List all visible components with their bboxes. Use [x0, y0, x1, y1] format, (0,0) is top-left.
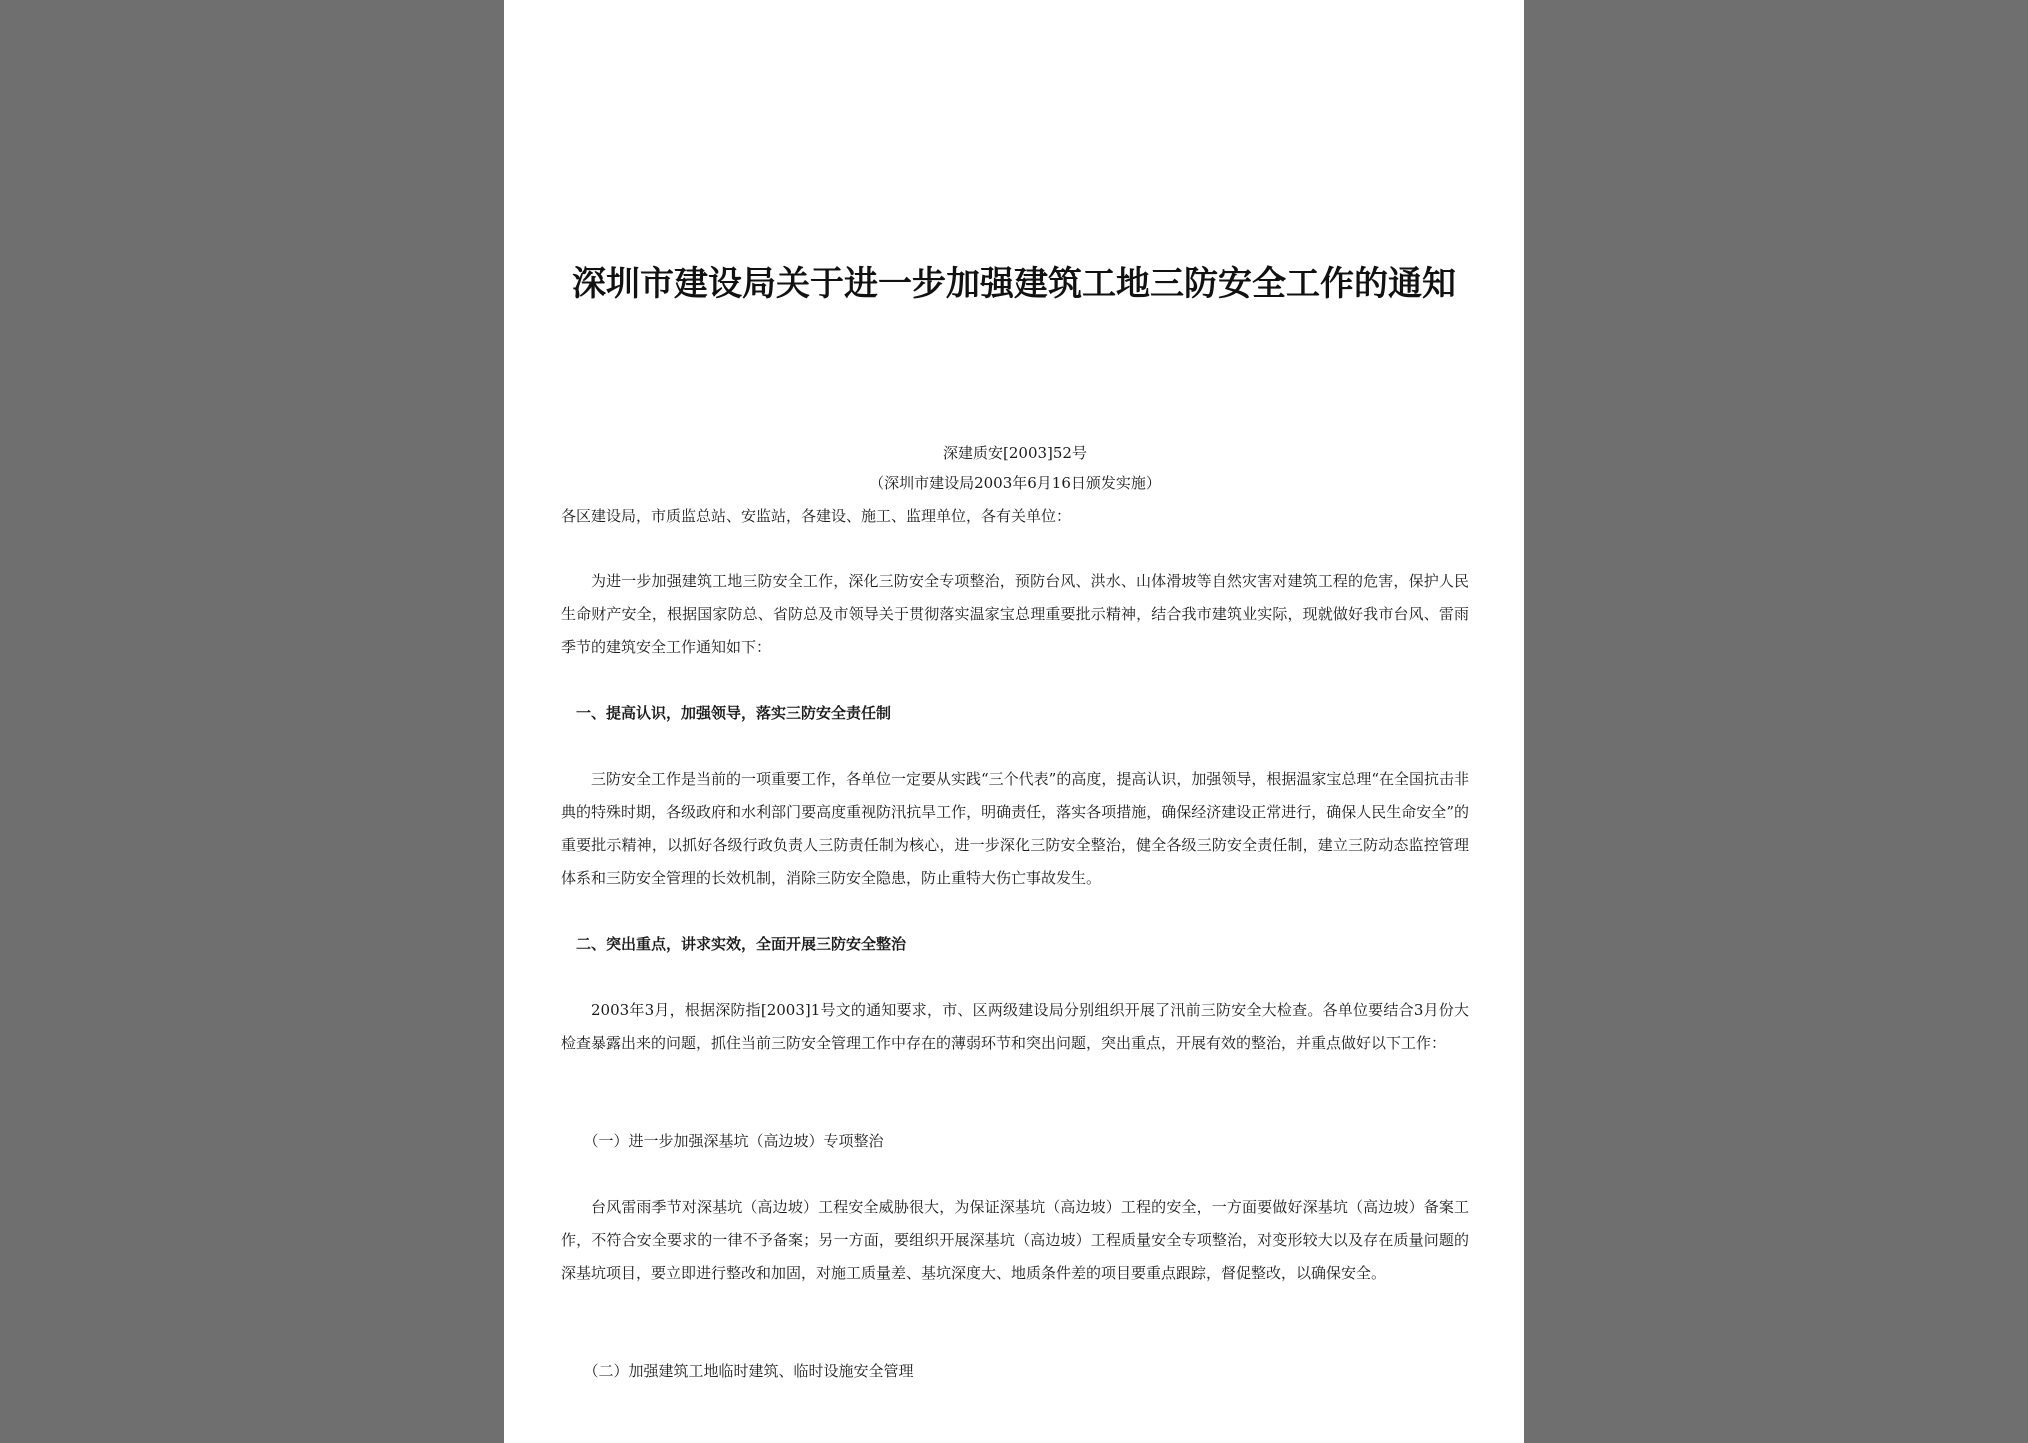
addressee: 各区建设局，市质监总站、安监站，各建设、施工、监理单位，各有关单位： — [561, 507, 1072, 525]
document-title: 深圳市建设局关于进一步加强建筑工地三防安全工作的通知 — [572, 264, 1456, 304]
subsection-1-heading: （一）进一步加强深基坑（高边坡）专项整治 — [583, 1132, 884, 1150]
section-2-heading: 二、突出重点，讲求实效，全面开展三防安全整治 — [576, 935, 907, 953]
intro-paragraph: 为进一步加强建筑工地三防安全工作，深化三防安全专项整治，预防台风、洪水、山体滑坡等自然灾害对建筑工程的危害，保护人民生命财产安全，根据国家防总、省防总及市领导关于贯彻落实温家宝总理重要批示精神，结合我市建筑业实际，现就做好我市台风、雷雨季节的建筑安全工作通知如下： — [561, 572, 1469, 656]
subsection-2-heading: （二）加强建筑工地临时建筑、临时设施安全管理 — [583, 1362, 914, 1380]
section-1-heading: 一、提高认识，加强领导，落实三防安全责任制 — [576, 704, 892, 722]
document-number: 深建质安[2003]52号 — [943, 444, 1087, 462]
section-1-paragraph: 三防安全工作是当前的一项重要工作，各单位一定要从实践“三个代表”的高度，提高认识，加强领导，根据温家宝总理“在全国抗击非典的特殊时期，各级政府和水利部门要高度重视防汛抗旱工作，明确责任，落实各项措施，确保经济建设正常进行，确保人民生命安全”的重要批示精神，以抓好各级行政负责人三防责任制为核心，进一步深化三防安全整治，健全各级三防安全责任制，建立三防动态监控管理体系和三防安全管理的长效机制，消除三防安全隐患，防止重特大伤亡事故发生。 — [561, 770, 1470, 887]
section-2-paragraph: 2003年3月，根据深防指[2003]1号文的通知要求，市、区两级建设局分别组织开展了汛前三防安全大检查。各单位要结合3月份大检查暴露出来的问题，抓住当前三防安全管理工作中存在的薄弱环节和突出问题，突出重点，开展有效的整治，并重点做好以下工作： — [561, 1001, 1469, 1052]
subsection-1-paragraph: 台风雷雨季节对深基坑（高边坡）工程安全威胁很大，为保证深基坑（高边坡）工程的安全，一方面要做好深基坑（高边坡）备案工作，不符合安全要求的一律不予备案；另一方面，要组织开展深基坑（高边坡）工程质量安全专项整治，对变形较大以及存在质量问题的深基坑项目，要立即进行整改和加固，对施工质量差、基坑深度大、地质条件差的项目要重点跟踪，督促整改，以确保安全。 — [561, 1198, 1469, 1282]
issue-note: （深圳市建设局2003年6月16日颁发实施） — [869, 474, 1161, 492]
document-page — [504, 0, 1524, 1443]
